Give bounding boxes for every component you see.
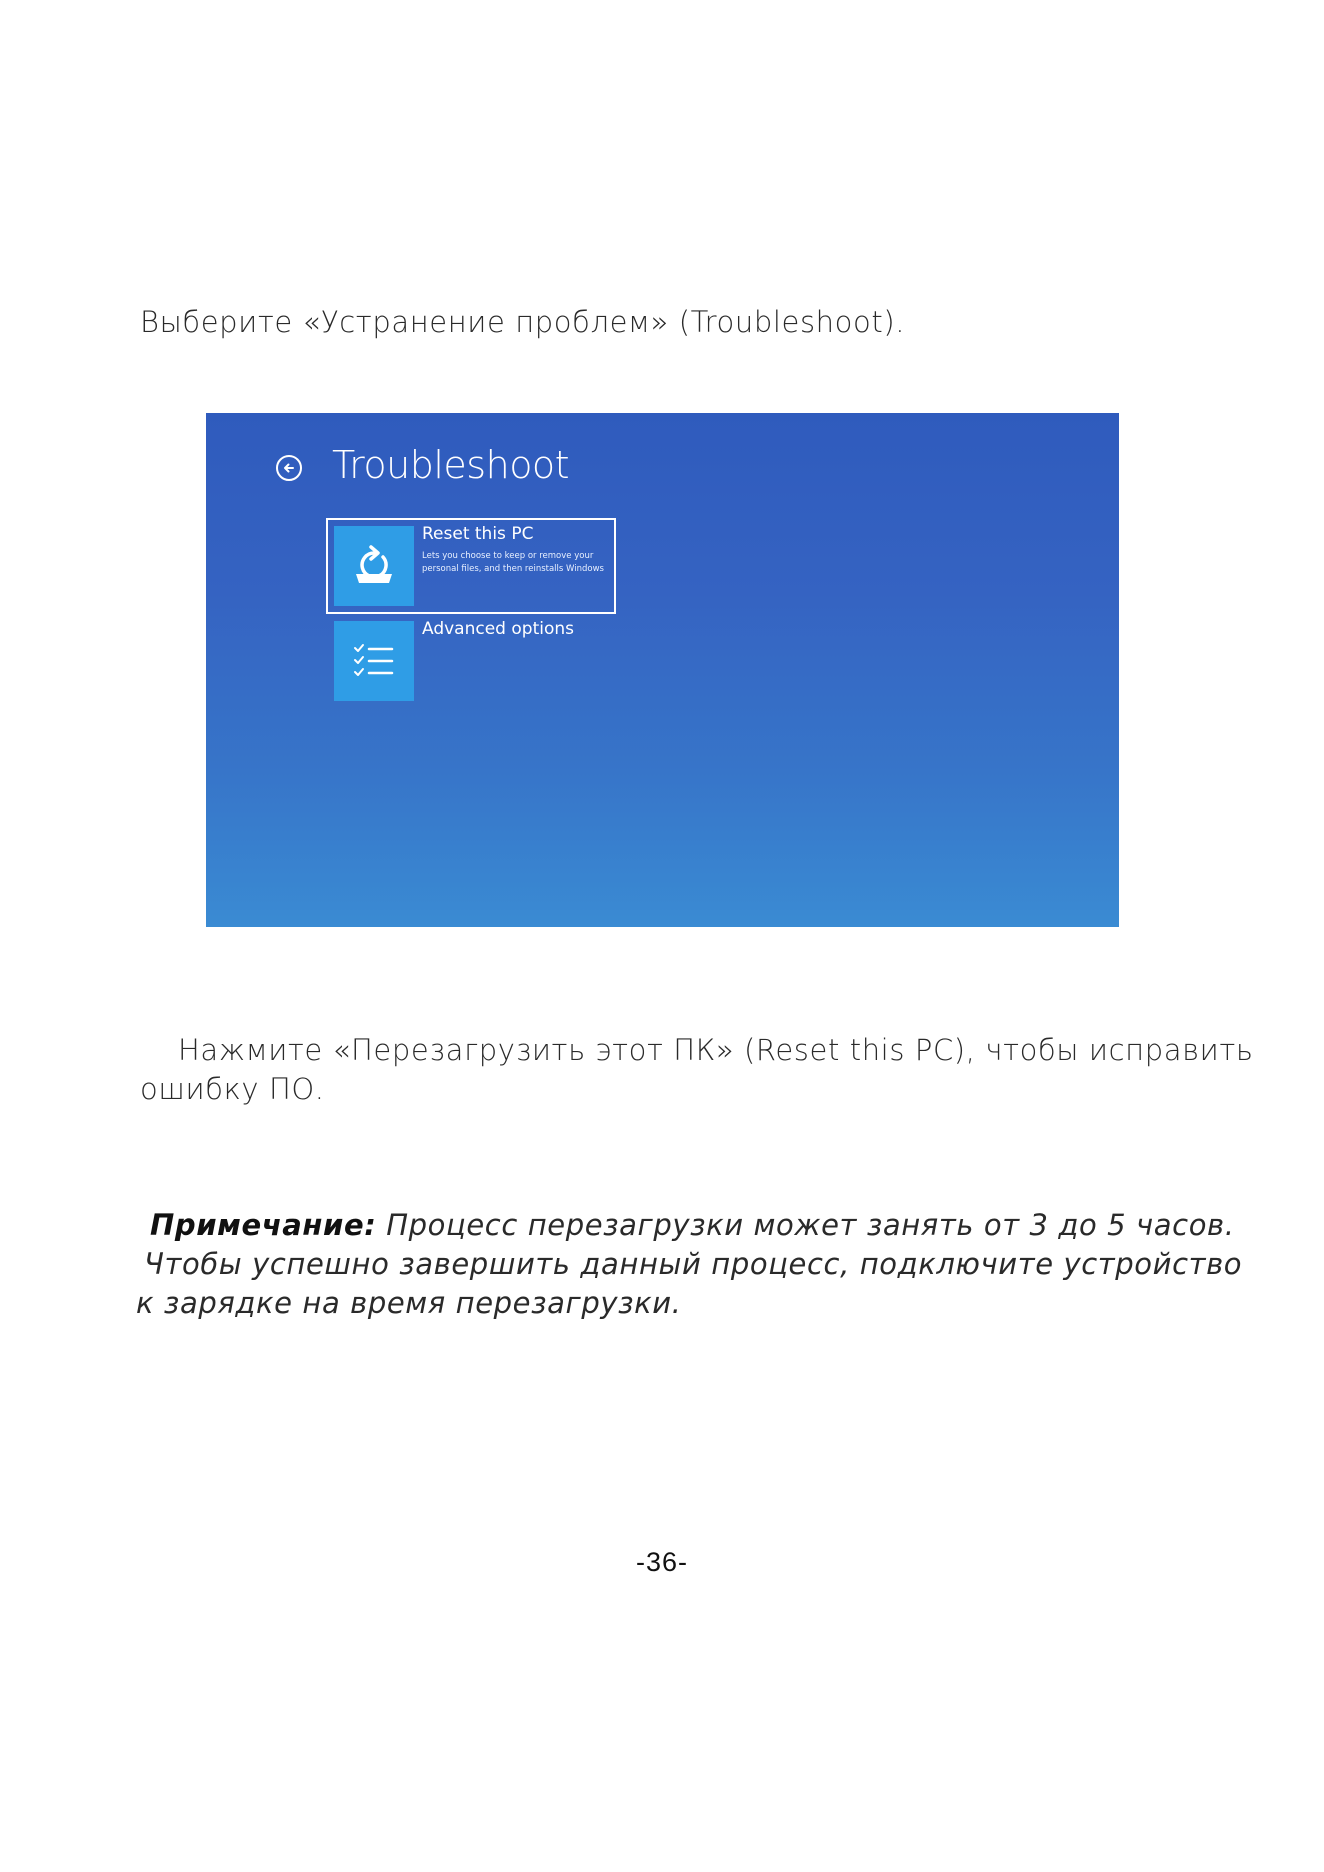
instruction-line: Нажмите «Перезагрузить этот ПК» (Reset this PC), чтобы исправить <box>178 1033 1254 1067</box>
page-number: -36- <box>635 1547 688 1577</box>
note-line: к зарядке на время перезагрузки. <box>136 1286 682 1320</box>
back-arrow-icon <box>276 455 302 481</box>
note-label: Примечание: <box>150 1208 377 1242</box>
note-line: Чтобы успешно завершить данный процесс, подключите устройство <box>144 1247 1243 1281</box>
screen-title: Troubleshoot <box>332 443 570 487</box>
note-text: Процесс перезагрузки может занять от 3 до 5 часов. <box>376 1208 1235 1242</box>
checklist-icon <box>334 621 414 701</box>
option-title: Advanced options <box>422 619 574 639</box>
reset-pc-icon <box>334 526 414 606</box>
instruction-line: ошибку ПО. <box>140 1072 325 1106</box>
troubleshoot-screenshot <box>206 413 1119 927</box>
reset-this-pc-option[interactable] <box>326 518 616 614</box>
option-description: Lets you choose to keep or remove your personal files, and then reinstalls Windows <box>422 551 604 574</box>
instruction-select-troubleshoot: Выберите «Устранение проблем» (Troubleshoot). <box>140 305 906 339</box>
note-line <box>136 1206 1235 1245</box>
option-title: Reset this PC <box>422 524 534 544</box>
instruction-reset-pc <box>140 1031 1254 1109</box>
advanced-options-option[interactable] <box>326 621 616 717</box>
note-paragraph <box>136 1206 1243 1323</box>
